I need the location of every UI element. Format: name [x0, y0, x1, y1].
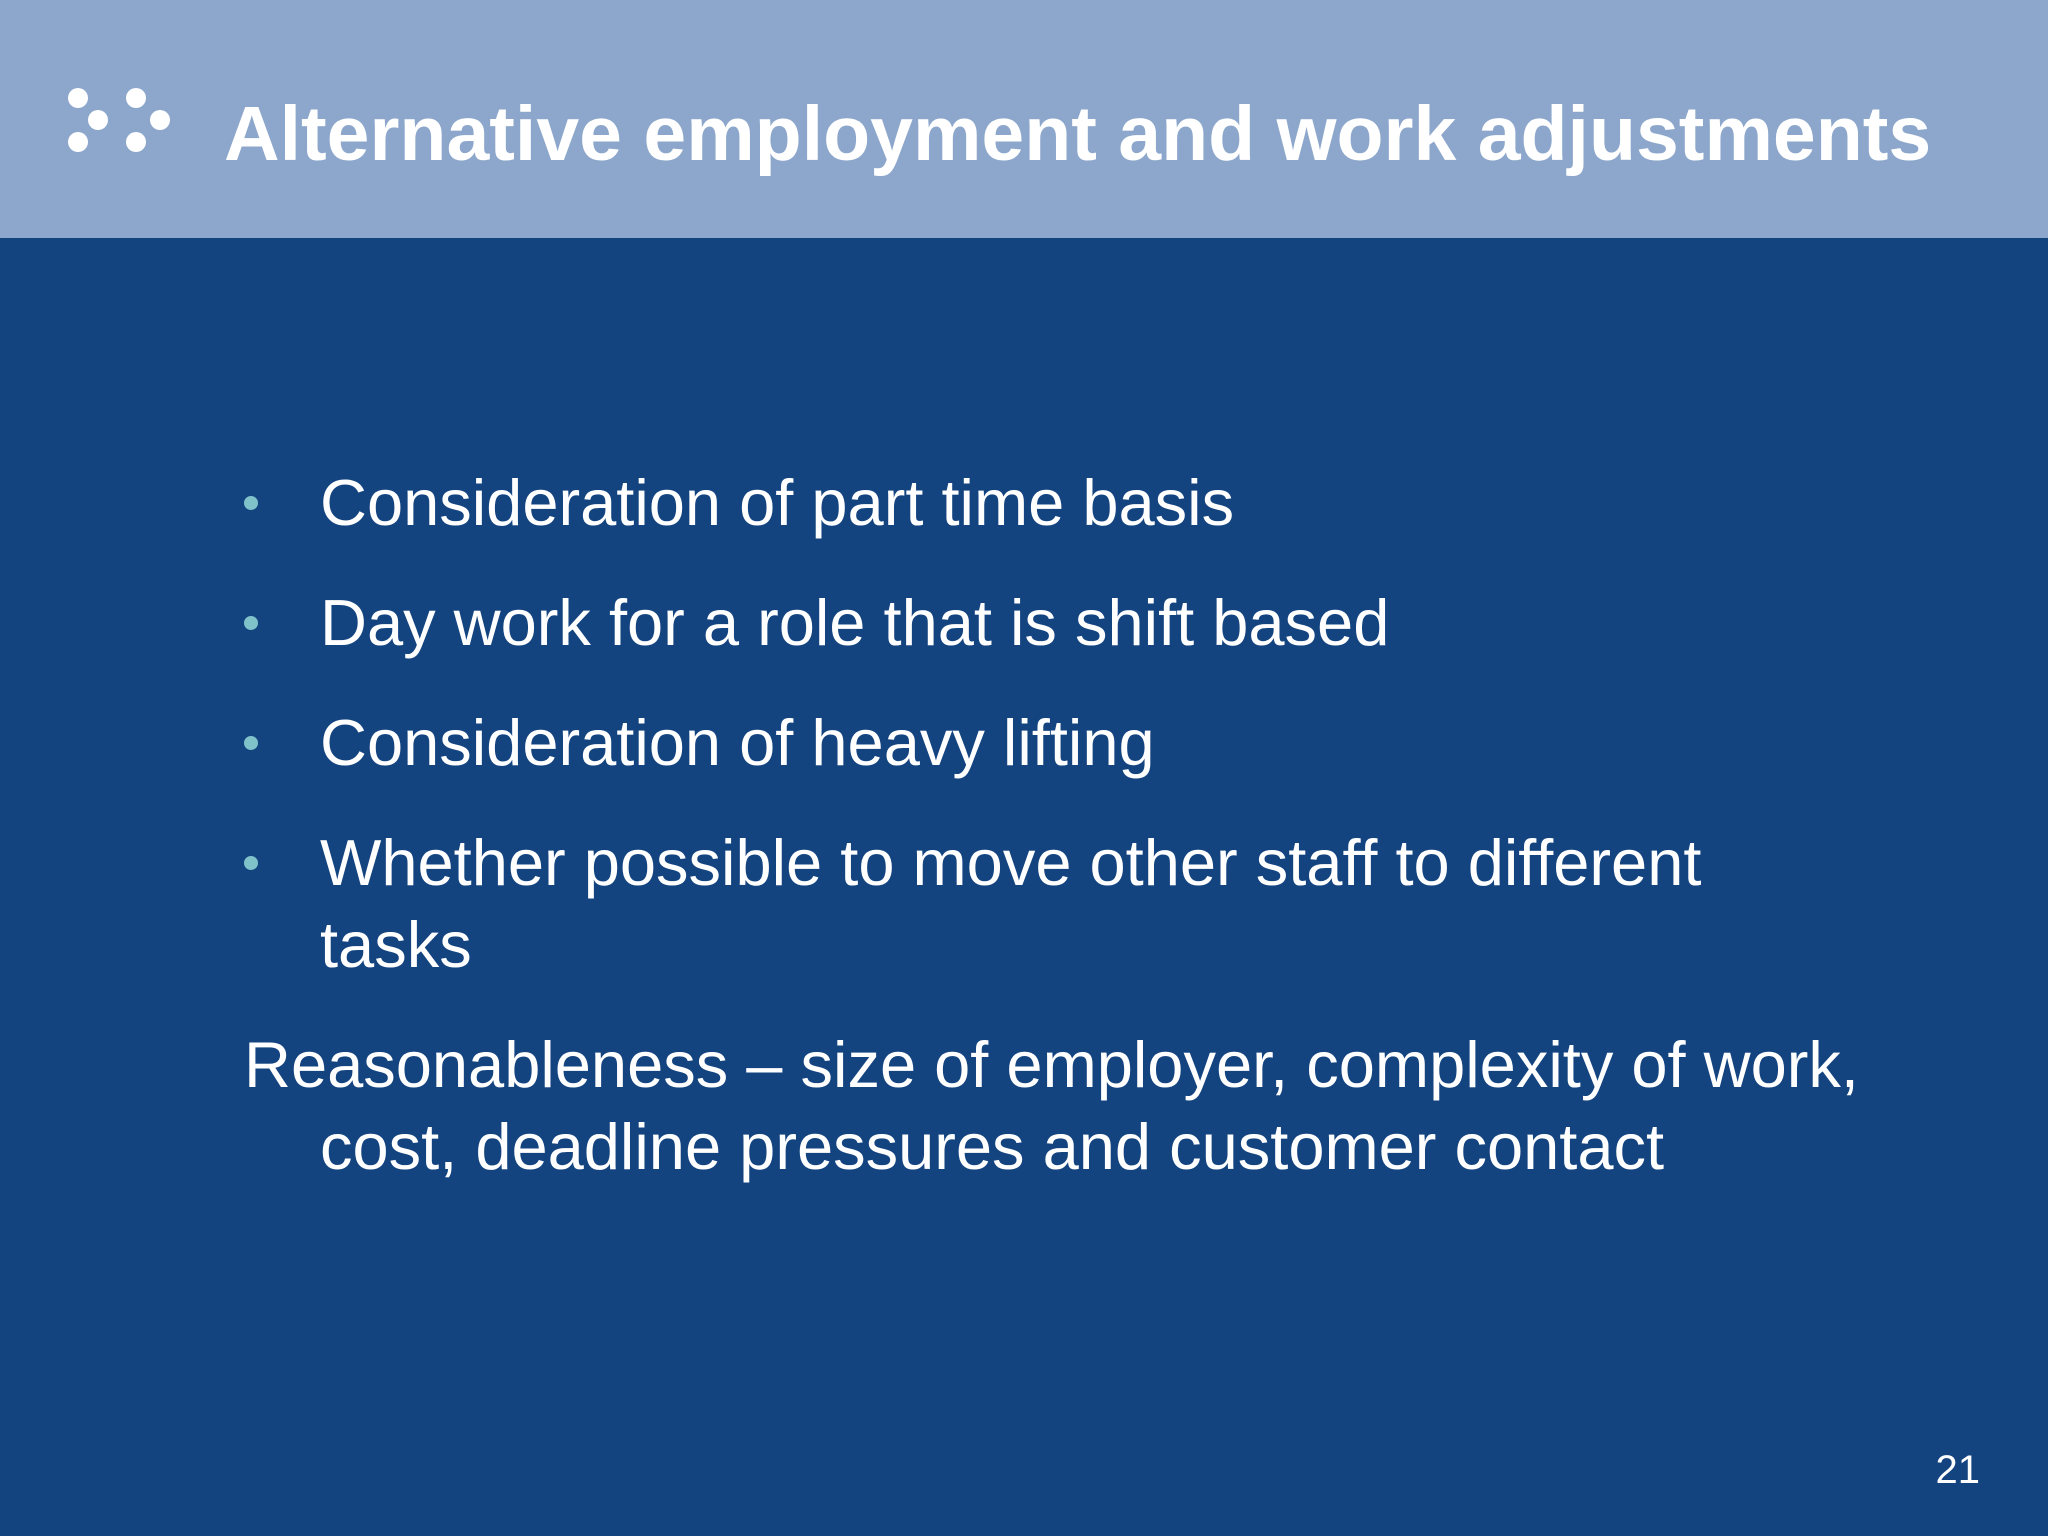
bullet-item — [244, 822, 1860, 986]
bullet-item — [244, 702, 1844, 784]
slide-title: Alternative employment and work adjustments — [224, 91, 1932, 177]
bullet-list — [244, 462, 1844, 986]
bullet-dot-icon — [244, 496, 258, 510]
bullet-item — [244, 462, 1844, 544]
bullet-dot-icon — [244, 736, 258, 750]
bullet-text: Consideration of part time basis — [320, 466, 1235, 539]
bullet-dot-icon — [244, 616, 258, 630]
slide-number: 21 — [1935, 1448, 1980, 1492]
slide-header — [0, 0, 2048, 238]
bullet-text: Consideration of heavy lifting — [320, 706, 1155, 779]
dots-logo-icon — [62, 84, 182, 164]
slide-content — [244, 462, 1859, 1188]
bullet-dot-icon — [244, 856, 258, 870]
bullet-text: Day work for a role that is shift based — [320, 586, 1390, 659]
reasonableness-paragraph: Reasonableness – size of employer, complexity of work, cost, deadline pressures and customer contact — [244, 1028, 1859, 1183]
bullet-item — [244, 582, 1844, 664]
bullet-text: Whether possible to move other staff to different tasks — [320, 826, 1702, 981]
